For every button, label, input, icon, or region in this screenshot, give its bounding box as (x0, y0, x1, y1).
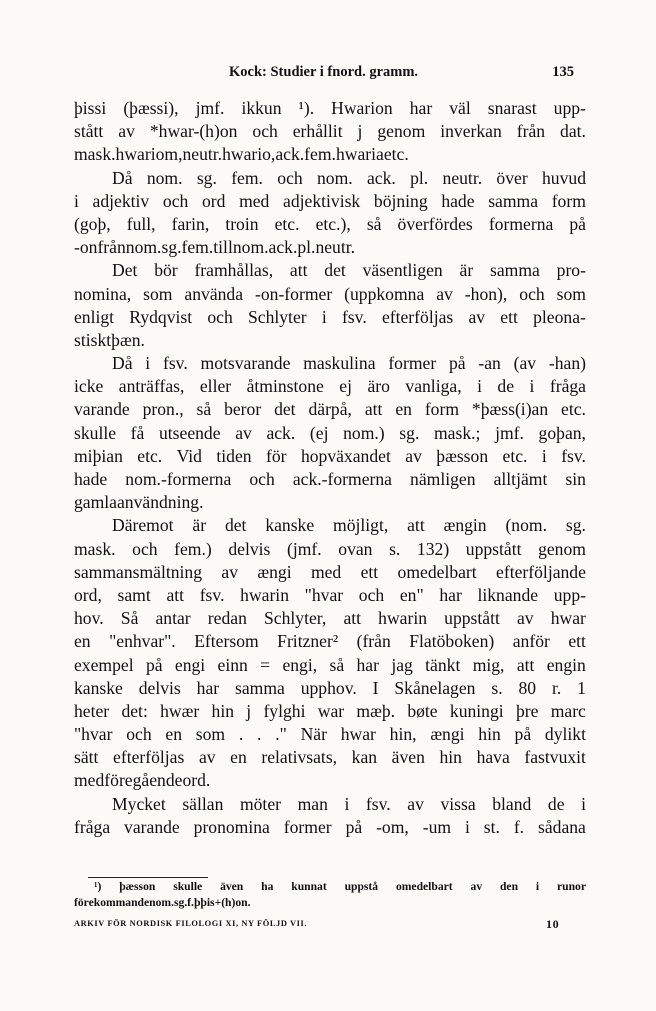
text-line: ord, samt att fsv. hwarin "hvar och en" har liknande upp- (74, 584, 586, 605)
text-line: "hvar och en som . . ." När hwar hin, ængi hin på dylikt (74, 724, 586, 745)
text-line: enligt Rydqvist och Schlyter i fsv. efterföljas av ett pleona- (74, 306, 586, 327)
text-line: sammansmältning av ængi med ett omedelbart efterföljande (74, 561, 586, 582)
text-line: þissi (þæssi), jmf. ikkun ¹). Hwarion har väl snarast upp- (74, 98, 586, 118)
text-line: skulle få utseende av ack. (ej nom.) sg. mask.; jmf. goþan, (74, 422, 586, 443)
text-line: stått av *hwar-(h)on och erhållit j genom inverkan från dat. (74, 121, 586, 142)
page-footer (74, 917, 586, 933)
text-line: hade nom.-formerna och ack.-formerna nämligen alltjämt sin (74, 469, 586, 489)
text-line: nomina, som använda -on-former (uppkomna av -hon), och som (74, 283, 586, 304)
footnote-line: förekommande nom. sg. f. þþis + (h)on. (74, 896, 251, 909)
text-line: (goþ, full, farin, troin etc. etc.), så överfördes formerna på (74, 213, 586, 234)
text-line: sätt efterföljas av en relativsats, kan även hin hava fastvuxit (74, 747, 586, 768)
text-line: hov. Så antar redan Schlyter, att hwarin uppstått av hwar (74, 608, 586, 629)
text-line: gamla användning. (74, 492, 204, 513)
text-line: exempel på engi einn = engi, så har jag tänkt mig, att engin (74, 654, 586, 675)
text-line: heter det: hwær hin j fylghi war mæþ. bøte kuningi þre marc (74, 700, 586, 721)
footnote-rule (88, 877, 208, 878)
footnote-line: ¹) þæsson skulle även ha kunnat uppstå omedelbart av den i runor (94, 880, 586, 893)
text-line: varande pron., så beror det därpå, att en form *þæss(i)an etc. (74, 399, 586, 420)
text-line: i adjektiv och ord med adjektivisk böjning hade samma form (74, 190, 586, 211)
text-line: miþian etc. Vid tiden för hopväxandet av þæsson etc. i fsv. (74, 445, 586, 466)
page-number: 135 (552, 64, 574, 80)
sheet-number: 10 (546, 917, 560, 931)
text-line: mask. och fem.) delvis (jmf. ovan s. 132) uppstått genom (74, 538, 586, 559)
text-line: Mycket sällan möter man i fsv. av vissa bland de i (112, 793, 586, 814)
text-line: mask. hwariom, neutr. hwario, ack. fem. hwaria etc. (74, 144, 409, 165)
text-line: Då nom. sg. fem. och nom. ack. pl. neutr. över huvud (112, 167, 586, 188)
text-line: en "enhvar". Eftersom Fritzner² (från Flatöboken) anför ett (74, 631, 586, 652)
text-line: fråga varande pronomina former på -om, -um i st. f. sådana (74, 816, 586, 837)
text-line: icke anträffas, eller åtminstone ej äro vanliga, i de i fråga (74, 376, 586, 397)
text-line: stiskt þæn. (74, 329, 145, 350)
text-line: kanske delvis har samma upphov. I Skånelagen s. 80 r. 1 (74, 677, 586, 698)
body-text (74, 97, 586, 839)
text-line: Däremot är det kanske möjligt, att ængin (nom. sg. (112, 515, 586, 536)
text-line: Då i fsv. motsvarande maskulina former på -an (av -han) (112, 353, 586, 374)
text-line: -on från nom. sg. fem. till nom. ack. pl. neutr. (74, 237, 356, 258)
running-title: Kock: Studier i fnord. gramm. (229, 64, 419, 80)
footer-signature: ARKIV FÖR NORDISK FILOLOGI XI, NY FÖLJD VII. (74, 919, 308, 928)
page-header (74, 64, 574, 86)
text-line: med föregående ord. (74, 770, 211, 791)
footnote (74, 879, 586, 911)
text-line: Det bör framhållas, att det väsentligen är samma pro- (112, 260, 586, 281)
